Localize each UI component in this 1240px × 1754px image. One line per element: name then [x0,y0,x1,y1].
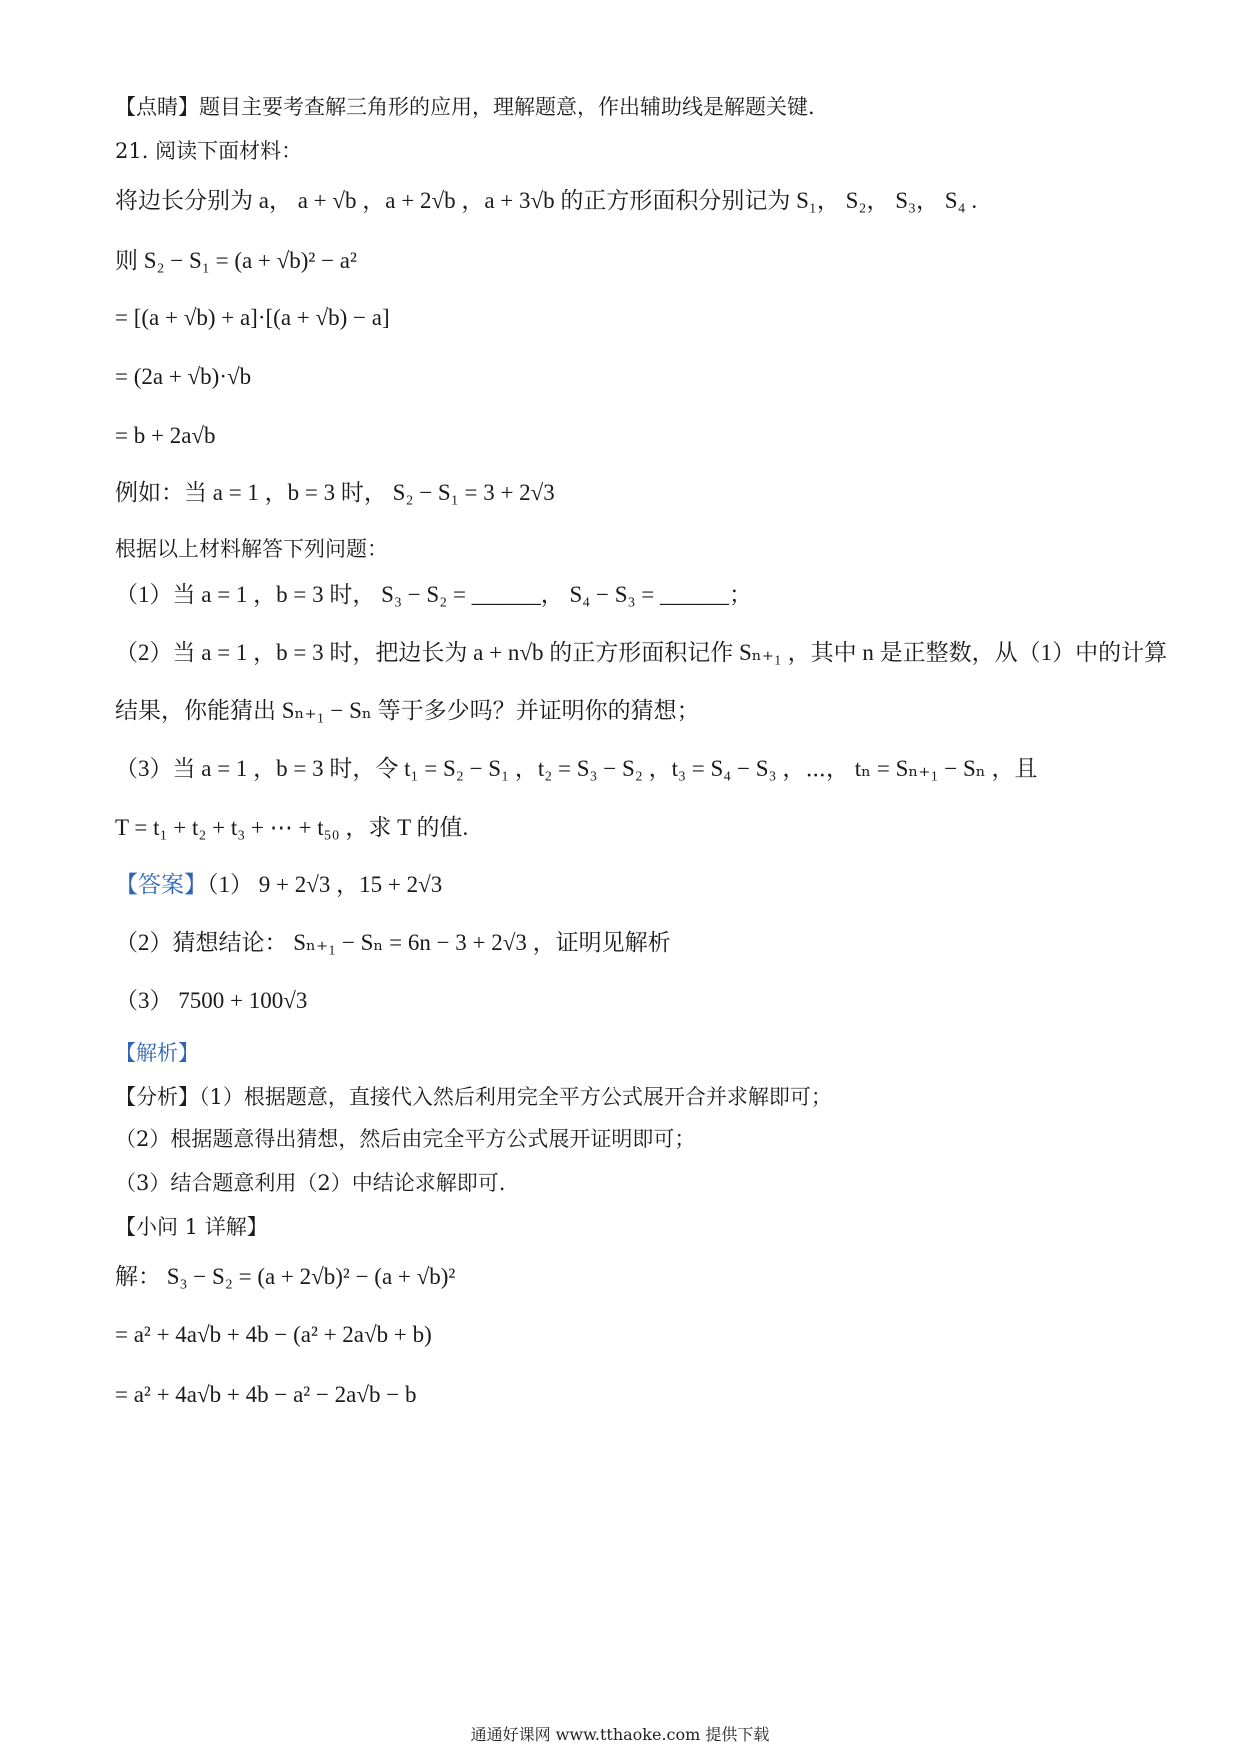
analysis-label: 【解析】 [115,1041,199,1065]
fenxi-line-2: （2）根据题意得出猜想，然后由完全平方公式展开证明即可； [115,1127,696,1151]
solution-line-3: = a² + 4a√b + 4b − a² − 2a√b − b [115,1382,417,1407]
derivation-line-1: 则 S₂ − S₁ = (a + √b)² − a² [115,248,357,273]
question-2-line-1: （2）当 a = 1 ，b = 3 时，把边长为 a + n√b 的正方形面积记作 Sₙ₊₁ ，其中 n 是正整数，从（1）中的计算 [115,640,1168,665]
fenxi-line-1: 【分析】（1）根据题意，直接代入然后利用完全平方公式展开合并求解即可； [115,1085,832,1109]
answer-label: 【答案】 [115,872,207,897]
page-footer: 通通好课网 www.tthaoke.com 提供下载 [470,1725,770,1744]
example-line: 例如：当 a = 1 ，b = 3 时， S₂ − S₁ = 3 + 2√3 [115,480,555,505]
derivation-line-3: = (2a + √b)·√b [115,364,252,389]
fenxi-line-3: （3）结合题意利用（2）中结论求解即可. [115,1171,506,1195]
derivation-line-4: = b + 2a√b [115,423,216,448]
derivation-line-2: = [(a + √b) + a]·[(a + √b) − a] [115,305,390,330]
question-1: （1）当 a = 1 ，b = 3 时， S₃ − S₂ = ______， S₄ − S₃ = ______； [115,582,753,607]
answer-part-2: （2）猜想结论： Sₙ₊₁ − Sₙ = 6n − 3 + 2√3 ，证明见解析 [115,930,671,955]
solution-line-2: = a² + 4a√b + 4b − (a² + 2a√b + b) [115,1322,432,1347]
subquestion-1-heading: 【小问 1 详解】 [115,1215,268,1239]
question-intro: 根据以上材料解答下列问题： [115,537,388,561]
material-intro: 将边长分别为 a， a + √b ，a + 2√b ，a + 3√b 的正方形面积分别记为 S₁， S₂， S₃， S₄ . [115,188,978,213]
answer-part-1: （1） 9 + 2√3 ，15 + 2√3 [207,872,443,897]
answer-part-3: （3） 7500 + 100√3 [115,988,308,1013]
line-dianjing: 【点睛】题目主要考查解三角形的应用，理解题意，作出辅助线是解题关键. [115,95,815,119]
question-3-line-2: T = t₁ + t₂ + t₃ + ⋯ + t₅₀ ，求 T 的值. [115,815,469,840]
question-2-line-2: 结果，你能猜出 Sₙ₊₁ − Sₙ 等于多少吗？并证明你的猜想； [115,698,700,723]
solution-line-1: 解： S₃ − S₂ = (a + 2√b)² − (a + √b)² [115,1264,456,1289]
problem-number: 21. 阅读下面材料： [115,139,303,163]
question-3-line-1: （3）当 a = 1 ，b = 3 时，令 t₁ = S₂ − S₁ ，t₂ = S₃ − S₂ ，t₃ = S₄ − S₃ ，⋯， tₙ = Sₙ₊₁ − Sₙ ，且 [115,756,1038,781]
answer-line [115,870,442,900]
